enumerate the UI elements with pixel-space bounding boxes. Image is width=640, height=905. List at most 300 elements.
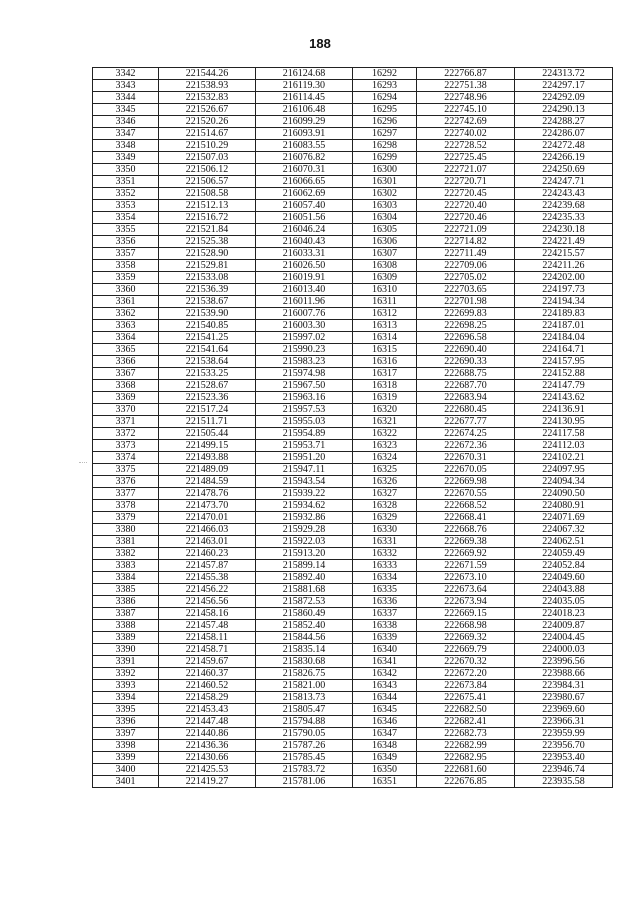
table-row [93,368,613,380]
cell-y-left: 216062.69 [256,188,353,200]
cell-x-left: 221538.93 [159,80,256,92]
cell-y-right: 224292.09 [515,92,613,104]
cell-point-id-left: 3383 [93,560,159,572]
cell-x-left: 221466.03 [159,524,256,536]
cell-x-right: 222751.38 [417,80,515,92]
cell-x-right: 222720.71 [417,176,515,188]
cell-x-left: 221516.72 [159,212,256,224]
cell-point-id-right: 16350 [353,764,417,776]
cell-y-right: 224018.23 [515,608,613,620]
cell-point-id-right: 16320 [353,404,417,416]
cell-y-left: 215967.50 [256,380,353,392]
cell-y-left: 215990.23 [256,344,353,356]
cell-x-right: 222681.60 [417,764,515,776]
cell-point-id-right: 16295 [353,104,417,116]
cell-point-id-right: 16338 [353,620,417,632]
cell-x-left: 221528.90 [159,248,256,260]
cell-point-id-right: 16331 [353,536,417,548]
cell-point-id-right: 16309 [353,272,417,284]
cell-point-id-left: 3400 [93,764,159,776]
cell-point-id-left: 3345 [93,104,159,116]
cell-x-right: 222670.31 [417,452,515,464]
cell-y-right: 224009.87 [515,620,613,632]
cell-x-left: 221505.44 [159,428,256,440]
cell-y-right: 224090.50 [515,488,613,500]
cell-point-id-right: 16302 [353,188,417,200]
cell-y-right: 224239.68 [515,200,613,212]
cell-y-left: 215899.14 [256,560,353,572]
table-row [93,332,613,344]
cell-y-right: 224243.43 [515,188,613,200]
cell-point-id-right: 16334 [353,572,417,584]
cell-point-id-right: 16349 [353,752,417,764]
cell-y-left: 215954.89 [256,428,353,440]
cell-y-left: 216070.31 [256,164,353,176]
cell-point-id-left: 3389 [93,632,159,644]
table-row [93,524,613,536]
cell-point-id-left: 3377 [93,488,159,500]
cell-y-left: 215951.20 [256,452,353,464]
cell-point-id-left: 3397 [93,728,159,740]
cell-y-left: 215830.68 [256,656,353,668]
cell-x-right: 222699.83 [417,308,515,320]
cell-x-left: 221455.38 [159,572,256,584]
table-row [93,248,613,260]
cell-x-left: 221484.59 [159,476,256,488]
cell-y-left: 215844.56 [256,632,353,644]
cell-x-right: 222673.84 [417,680,515,692]
cell-point-id-left: 3374 [93,452,159,464]
table-row [93,560,613,572]
table-row [93,680,613,692]
cell-point-id-left: 3396 [93,716,159,728]
cell-x-left: 221506.57 [159,176,256,188]
cell-point-id-left: 3357 [93,248,159,260]
cell-y-left: 215913.20 [256,548,353,560]
table-row [93,104,613,116]
cell-y-left: 215943.54 [256,476,353,488]
cell-y-right: 224004.45 [515,632,613,644]
cell-x-right: 222721.09 [417,224,515,236]
cell-point-id-right: 16310 [353,284,417,296]
table-row [93,308,613,320]
cell-y-right: 224250.69 [515,164,613,176]
cell-x-left: 221493.88 [159,452,256,464]
cell-x-right: 222690.40 [417,344,515,356]
table-row [93,284,613,296]
cell-y-right: 224147.79 [515,380,613,392]
cell-y-right: 224272.48 [515,140,613,152]
cell-x-right: 222703.65 [417,284,515,296]
table-row [93,728,613,740]
cell-x-left: 221460.37 [159,668,256,680]
cell-x-left: 221525.38 [159,236,256,248]
cell-x-left: 221538.64 [159,356,256,368]
cell-y-left: 215939.22 [256,488,353,500]
cell-point-id-left: 3362 [93,308,159,320]
table-row [93,176,613,188]
table-row [93,320,613,332]
table-row [93,716,613,728]
cell-x-left: 221440.86 [159,728,256,740]
cell-x-left: 221540.85 [159,320,256,332]
cell-y-right: 224117.58 [515,428,613,440]
cell-y-left: 215922.03 [256,536,353,548]
cell-point-id-right: 16330 [353,524,417,536]
cell-point-id-left: 3393 [93,680,159,692]
cell-x-left: 221456.22 [159,584,256,596]
cell-x-left: 221436.36 [159,740,256,752]
cell-x-right: 222673.94 [417,596,515,608]
cell-x-left: 221538.67 [159,296,256,308]
cell-y-left: 215963.16 [256,392,353,404]
cell-x-right: 222698.25 [417,320,515,332]
table-row [93,380,613,392]
cell-point-id-right: 16296 [353,116,417,128]
cell-y-right: 224094.34 [515,476,613,488]
cell-y-left: 216007.76 [256,308,353,320]
cell-y-right: 223935.58 [515,776,613,788]
table-row [93,632,613,644]
cell-x-right: 222696.58 [417,332,515,344]
cell-point-id-left: 3392 [93,668,159,680]
cell-y-left: 216106.48 [256,104,353,116]
cell-y-right: 224071.69 [515,512,613,524]
cell-x-right: 222682.95 [417,752,515,764]
coordinates-table-body [93,68,613,788]
cell-y-left: 215826.75 [256,668,353,680]
table-row [93,404,613,416]
cell-x-right: 222742.69 [417,116,515,128]
cell-x-left: 221478.76 [159,488,256,500]
table-row [93,740,613,752]
cell-point-id-left: 3380 [93,524,159,536]
cell-x-right: 222748.96 [417,92,515,104]
table-row [93,572,613,584]
cell-y-right: 224049.60 [515,572,613,584]
cell-x-left: 221510.29 [159,140,256,152]
cell-x-right: 222720.40 [417,200,515,212]
cell-y-right: 224290.13 [515,104,613,116]
cell-x-right: 222690.33 [417,356,515,368]
cell-point-id-left: 3375 [93,464,159,476]
margin-mark [79,462,87,463]
cell-y-left: 215860.49 [256,608,353,620]
table-row [93,344,613,356]
cell-x-left: 221544.26 [159,68,256,80]
table-row [93,692,613,704]
cell-point-id-right: 16322 [353,428,417,440]
cell-point-id-right: 16319 [353,392,417,404]
cell-x-left: 221458.11 [159,632,256,644]
cell-x-left: 221533.08 [159,272,256,284]
cell-y-left: 215835.14 [256,644,353,656]
cell-y-left: 216019.91 [256,272,353,284]
cell-point-id-left: 3382 [93,548,159,560]
cell-x-left: 221460.23 [159,548,256,560]
table-row [93,68,613,80]
cell-point-id-right: 16321 [353,416,417,428]
cell-x-left: 221536.39 [159,284,256,296]
cell-x-left: 221457.87 [159,560,256,572]
cell-point-id-right: 16343 [353,680,417,692]
cell-point-id-right: 16335 [353,584,417,596]
cell-y-right: 224202.00 [515,272,613,284]
table-row [93,152,613,164]
cell-x-right: 222677.77 [417,416,515,428]
table-row [93,200,613,212]
cell-y-right: 224184.04 [515,332,613,344]
cell-point-id-left: 3373 [93,440,159,452]
table-row [93,608,613,620]
cell-x-left: 221532.83 [159,92,256,104]
cell-x-right: 222701.98 [417,296,515,308]
cell-y-right: 224189.83 [515,308,613,320]
cell-x-left: 221514.67 [159,128,256,140]
cell-x-right: 222709.06 [417,260,515,272]
cell-y-left: 216046.24 [256,224,353,236]
cell-point-id-left: 3367 [93,368,159,380]
cell-x-right: 222669.32 [417,632,515,644]
cell-y-left: 216124.68 [256,68,353,80]
cell-x-right: 222672.36 [417,440,515,452]
table-row [93,80,613,92]
cell-x-left: 221458.29 [159,692,256,704]
cell-point-id-left: 3344 [93,92,159,104]
cell-y-right: 224247.71 [515,176,613,188]
cell-x-left: 221520.26 [159,116,256,128]
cell-x-right: 222676.85 [417,776,515,788]
cell-y-left: 215983.23 [256,356,353,368]
table-row [93,752,613,764]
table-row [93,212,613,224]
cell-point-id-right: 16340 [353,644,417,656]
cell-y-left: 216119.30 [256,80,353,92]
table-row [93,272,613,284]
cell-x-left: 221507.03 [159,152,256,164]
cell-y-right: 224187.01 [515,320,613,332]
cell-point-id-right: 16305 [353,224,417,236]
cell-y-left: 215805.47 [256,704,353,716]
cell-y-left: 215974.98 [256,368,353,380]
cell-x-left: 221463.01 [159,536,256,548]
cell-y-left: 216051.56 [256,212,353,224]
cell-y-right: 224067.32 [515,524,613,536]
cell-x-right: 222720.45 [417,188,515,200]
cell-point-id-right: 16323 [353,440,417,452]
cell-y-right: 224062.51 [515,536,613,548]
cell-x-right: 222668.98 [417,620,515,632]
cell-y-left: 215934.62 [256,500,353,512]
cell-point-id-right: 16315 [353,344,417,356]
table-row [93,500,613,512]
cell-y-left: 216083.55 [256,140,353,152]
cell-x-left: 221489.09 [159,464,256,476]
cell-point-id-right: 16293 [353,80,417,92]
cell-point-id-left: 3346 [93,116,159,128]
cell-y-right: 224266.19 [515,152,613,164]
cell-point-id-right: 16342 [353,668,417,680]
cell-x-left: 221419.27 [159,776,256,788]
table-row [93,764,613,776]
cell-x-left: 221430.66 [159,752,256,764]
cell-y-left: 215957.53 [256,404,353,416]
cell-y-left: 215785.45 [256,752,353,764]
cell-y-left: 215794.88 [256,716,353,728]
cell-y-left: 215821.00 [256,680,353,692]
cell-point-id-right: 16314 [353,332,417,344]
cell-x-left: 221533.25 [159,368,256,380]
cell-point-id-left: 3361 [93,296,159,308]
cell-y-right: 223953.40 [515,752,613,764]
table-row [93,224,613,236]
cell-y-left: 215892.40 [256,572,353,584]
cell-point-id-right: 16306 [353,236,417,248]
table-row [93,236,613,248]
cell-x-left: 221425.53 [159,764,256,776]
cell-point-id-right: 16307 [353,248,417,260]
cell-x-left: 221512.13 [159,200,256,212]
cell-y-right: 223996.56 [515,656,613,668]
cell-x-left: 221517.24 [159,404,256,416]
cell-x-right: 222766.87 [417,68,515,80]
cell-point-id-left: 3384 [93,572,159,584]
table-row [93,620,613,632]
table-row [93,416,613,428]
cell-y-right: 223969.60 [515,704,613,716]
cell-x-right: 222687.70 [417,380,515,392]
cell-point-id-left: 3359 [93,272,159,284]
table-row [93,296,613,308]
cell-y-left: 216033.31 [256,248,353,260]
cell-x-right: 222728.52 [417,140,515,152]
cell-point-id-left: 3381 [93,536,159,548]
cell-point-id-right: 16346 [353,716,417,728]
cell-x-right: 222725.45 [417,152,515,164]
cell-x-left: 221506.12 [159,164,256,176]
cell-point-id-left: 3371 [93,416,159,428]
cell-y-right: 223946.74 [515,764,613,776]
cell-x-right: 222669.98 [417,476,515,488]
cell-y-left: 215929.28 [256,524,353,536]
table-row [93,776,613,788]
cell-point-id-left: 3370 [93,404,159,416]
cell-point-id-left: 3347 [93,128,159,140]
cell-x-left: 221528.67 [159,380,256,392]
table-row [93,92,613,104]
cell-y-right: 223959.99 [515,728,613,740]
cell-point-id-right: 16313 [353,320,417,332]
cell-point-id-right: 16347 [353,728,417,740]
cell-point-id-right: 16299 [353,152,417,164]
cell-y-left: 215932.86 [256,512,353,524]
cell-x-right: 222672.20 [417,668,515,680]
cell-y-right: 223984.31 [515,680,613,692]
cell-y-left: 215947.11 [256,464,353,476]
cell-x-right: 222673.10 [417,572,515,584]
cell-point-id-right: 16301 [353,176,417,188]
cell-y-right: 224130.95 [515,416,613,428]
cell-point-id-right: 16292 [353,68,417,80]
cell-x-right: 222721.07 [417,164,515,176]
cell-point-id-right: 16348 [353,740,417,752]
cell-point-id-right: 16339 [353,632,417,644]
table-row [93,356,613,368]
cell-point-id-right: 16303 [353,200,417,212]
cell-x-left: 221541.64 [159,344,256,356]
page-number: 188 [309,36,331,51]
cell-x-left: 221447.48 [159,716,256,728]
cell-x-right: 222671.59 [417,560,515,572]
cell-y-right: 224215.57 [515,248,613,260]
cell-x-right: 222682.41 [417,716,515,728]
cell-x-right: 222682.73 [417,728,515,740]
cell-y-right: 224230.18 [515,224,613,236]
cell-point-id-right: 16316 [353,356,417,368]
cell-x-left: 221511.71 [159,416,256,428]
cell-x-right: 222668.41 [417,512,515,524]
cell-point-id-left: 3401 [93,776,159,788]
cell-x-right: 222669.38 [417,536,515,548]
table-row [93,116,613,128]
cell-point-id-left: 3395 [93,704,159,716]
cell-point-id-left: 3364 [93,332,159,344]
cell-y-left: 216011.96 [256,296,353,308]
cell-point-id-right: 16297 [353,128,417,140]
cell-point-id-right: 16312 [353,308,417,320]
cell-point-id-right: 16336 [353,596,417,608]
cell-x-left: 221521.84 [159,224,256,236]
cell-x-left: 221456.56 [159,596,256,608]
cell-x-right: 222688.75 [417,368,515,380]
cell-point-id-left: 3354 [93,212,159,224]
cell-y-right: 224112.03 [515,440,613,452]
cell-point-id-right: 16341 [353,656,417,668]
cell-x-right: 222740.02 [417,128,515,140]
cell-y-left: 216114.45 [256,92,353,104]
cell-x-right: 222668.76 [417,524,515,536]
cell-point-id-right: 16327 [353,488,417,500]
cell-y-left: 215997.02 [256,332,353,344]
cell-y-right: 224288.27 [515,116,613,128]
cell-y-right: 224221.49 [515,236,613,248]
cell-y-left: 215881.68 [256,584,353,596]
cell-x-left: 221541.25 [159,332,256,344]
cell-x-right: 222669.92 [417,548,515,560]
cell-x-left: 221523.36 [159,392,256,404]
cell-y-left: 216040.43 [256,236,353,248]
cell-y-left: 215852.40 [256,620,353,632]
cell-y-right: 224152.88 [515,368,613,380]
cell-y-right: 224313.72 [515,68,613,80]
cell-point-id-left: 3342 [93,68,159,80]
cell-point-id-left: 3356 [93,236,159,248]
cell-y-right: 223956.70 [515,740,613,752]
cell-point-id-right: 16344 [353,692,417,704]
cell-point-id-left: 3366 [93,356,159,368]
table-row [93,668,613,680]
cell-y-right: 224059.49 [515,548,613,560]
cell-x-left: 221458.71 [159,644,256,656]
cell-y-left: 216057.40 [256,200,353,212]
table-row [93,656,613,668]
cell-x-right: 222668.52 [417,500,515,512]
cell-point-id-left: 3390 [93,644,159,656]
cell-y-right: 224211.26 [515,260,613,272]
cell-point-id-left: 3351 [93,176,159,188]
cell-point-id-left: 3343 [93,80,159,92]
table-row [93,644,613,656]
